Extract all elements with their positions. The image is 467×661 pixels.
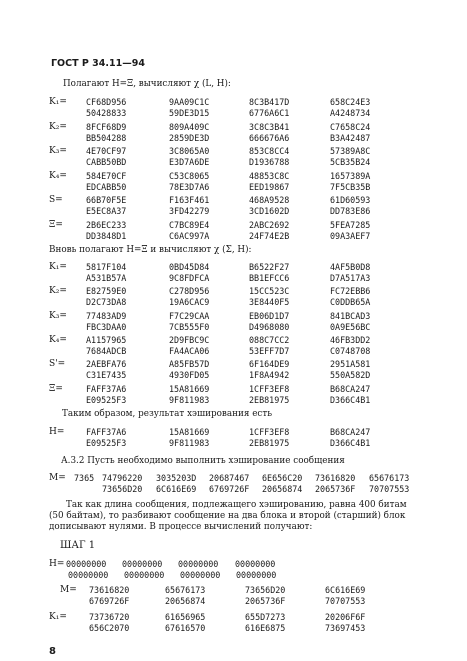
section-title: А.3.2 Пусть необходимо выполнить хэширование сообщения <box>61 456 345 466</box>
hex-value: 5FEA7285 <box>330 219 371 230</box>
key-label: Ξ= <box>49 383 63 394</box>
hex-value: E82759E0 <box>86 286 127 297</box>
hex-value: 61D60593 <box>330 195 371 205</box>
hex-value: 616E6875 <box>245 623 286 633</box>
hex-value: B3A42487 <box>330 132 371 143</box>
hex-value: F7C29CAA <box>169 310 210 321</box>
hex-value: 77483AD9 <box>86 310 127 321</box>
section-intro: Вновь полагают H=Ξ и вычисляют χ (Σ, H): <box>49 245 252 255</box>
hex-value: E09525F3 <box>86 438 127 448</box>
key-label: K₁= <box>49 97 67 107</box>
hex-value: 73616820 <box>89 585 130 595</box>
hex-value: 6C616E69 <box>325 585 366 595</box>
hex-value: BB504288 <box>86 132 127 143</box>
hex-value: 0A9E56BC <box>330 321 371 332</box>
hex-value: 2EB81975 <box>249 394 290 405</box>
hex-value: 3FD42279 <box>169 206 210 216</box>
hex-value: FC72EBB6 <box>330 286 371 297</box>
result-intro: Таким образом, результат хэширования есть <box>62 409 272 419</box>
hex-value: C53C8065 <box>169 170 210 181</box>
hex-value: 19A6CAC9 <box>169 297 210 308</box>
hex-value: 3E8440F5 <box>249 297 290 308</box>
m-label: M= <box>60 585 77 595</box>
hex-value: 2ABC2692 <box>249 219 290 230</box>
hex-value: 6E656C20 <box>262 473 303 483</box>
hex-value: 9C8FDFCA <box>169 273 210 283</box>
paragraph-line: Так как длина сообщения, подлежащего хэшированию, равна 400 битам <box>66 500 407 510</box>
hex-value: B6522F27 <box>249 262 290 272</box>
hex-value: 655D7273 <box>245 612 286 622</box>
page-header: ГОСТ Р 34.11—94 <box>51 58 145 69</box>
hex-value: EB06D1D7 <box>249 310 290 321</box>
hex-value: FAFF37A6 <box>86 427 127 437</box>
hex-value: A531B57A <box>86 273 127 283</box>
hex-value: 57389A8C <box>330 146 371 156</box>
hex-value: 3CD1602D <box>249 206 290 216</box>
hex-value: EDCABB50 <box>86 181 127 192</box>
hex-value: 2D9FBC9C <box>169 334 210 345</box>
hex-value: 9F811983 <box>169 394 210 405</box>
hex-value: 00000000 <box>178 559 219 569</box>
key-label: K₂= <box>49 121 67 132</box>
hex-value: 7365 <box>74 473 95 483</box>
message-label: M= <box>49 473 66 483</box>
hex-value: 73656D20 <box>102 484 143 494</box>
hex-value: D366C4B1 <box>330 394 371 405</box>
hex-value: FAFF37A6 <box>86 383 127 394</box>
hex-value: D4968080 <box>249 321 290 332</box>
hex-value: 20656874 <box>165 596 206 606</box>
hex-value: 48853C8C <box>249 170 290 181</box>
hex-value: 853C8CC4 <box>249 146 290 156</box>
hex-value: CF68D956 <box>86 97 127 107</box>
hex-value: 1F8A4942 <box>249 370 290 381</box>
hex-value: 1CFF3EF8 <box>249 383 290 394</box>
hex-value: 73616820 <box>315 473 356 483</box>
hex-value: 74796220 <box>102 473 143 483</box>
hex-value: 73697453 <box>325 623 366 633</box>
hex-value: FBC3DAA0 <box>86 321 127 332</box>
hex-value: EED19867 <box>249 181 290 192</box>
hex-value: 2EB81975 <box>249 438 290 448</box>
hex-value: 550A582D <box>330 370 371 381</box>
hex-value: 00000000 <box>180 570 221 580</box>
hex-value: DD783E86 <box>330 206 371 216</box>
key-label: Ξ= <box>49 219 63 230</box>
key-label: K₃= <box>49 310 67 321</box>
hex-value: 8C3B417D <box>249 97 290 107</box>
hex-value: D2C73DA8 <box>86 297 127 308</box>
hex-value: 20656874 <box>262 484 303 494</box>
hex-value: A85FB57D <box>169 359 210 370</box>
hex-value: 61656965 <box>165 612 206 622</box>
hex-value: 9F811983 <box>169 438 210 448</box>
hex-value: FA4ACA06 <box>169 345 210 356</box>
hex-value: 00000000 <box>236 570 277 580</box>
hex-value: 15A81669 <box>169 383 210 394</box>
hex-value: B68CA247 <box>330 383 371 394</box>
hex-value: 3C8C3B41 <box>249 121 290 132</box>
hex-value: 2065736F <box>315 484 356 494</box>
hex-value: CABB50BD <box>86 157 127 167</box>
hex-value: 6776A6C1 <box>249 108 290 118</box>
hex-value: C278D956 <box>169 286 210 297</box>
hex-value: 00000000 <box>235 559 276 569</box>
hex-value: 20687467 <box>209 473 250 483</box>
hex-value: 59DE3D15 <box>169 108 210 118</box>
hex-value: 5CB35B24 <box>330 157 371 167</box>
hex-value: 67616570 <box>165 623 206 633</box>
hex-value: 15A81669 <box>169 427 210 437</box>
hex-value: D366C4B1 <box>330 438 371 448</box>
hex-value: D1936788 <box>249 157 290 167</box>
hex-value: 15CC523C <box>249 286 290 297</box>
hex-value: E3D7A6DE <box>169 157 210 167</box>
hex-value: 00000000 <box>122 559 163 569</box>
hex-value: A4248734 <box>330 108 371 118</box>
hex-value: 6769726F <box>89 596 130 606</box>
hex-value: 9AA09C1C <box>169 97 210 107</box>
hex-value: C0748708 <box>330 345 371 356</box>
page-number: 8 <box>49 646 56 657</box>
hex-value: 666676A6 <box>249 132 290 143</box>
hex-value: 088C7CC2 <box>249 334 290 345</box>
hex-value: 0BD45D84 <box>169 262 210 272</box>
hex-value: E5EC8A37 <box>86 206 127 216</box>
hex-value: 6769726F <box>209 484 250 494</box>
hex-value: 3C8065A0 <box>169 146 210 156</box>
hex-value: 00000000 <box>68 570 109 580</box>
paragraph-line: (50 байтам), то разбивают сообщение на два блока и второй (старший) блок <box>49 511 406 521</box>
hex-value: 809A409C <box>169 121 210 132</box>
hex-value: 1CFF3EF8 <box>249 427 290 437</box>
hex-value: 24F74E2B <box>249 230 290 241</box>
hex-value: 4E70CF97 <box>86 146 127 156</box>
hex-value: 841BCAD3 <box>330 310 371 321</box>
hex-value: B68CA247 <box>330 427 371 437</box>
hex-value: 73656D20 <box>245 585 286 595</box>
hex-value: C7658C24 <box>330 121 371 132</box>
hex-value: 468A9528 <box>249 195 290 205</box>
hex-value: C0DDB65A <box>330 297 371 308</box>
hex-value: 66B70F5E <box>86 195 127 205</box>
hex-value: 2B6EC233 <box>86 219 127 230</box>
hex-value: 65676173 <box>369 473 410 483</box>
key-label: K₄= <box>49 170 67 181</box>
paragraph-line: дописывают нулями. В процессе вычислений получают: <box>49 522 313 532</box>
hex-value: 73736720 <box>89 612 130 622</box>
hex-value: 2065736F <box>245 596 286 606</box>
hex-value: 78E3D7A6 <box>169 181 210 192</box>
hex-value: 3035203D <box>156 473 197 483</box>
hex-value: 70707553 <box>325 596 366 606</box>
hex-value: 658C24E3 <box>330 97 371 107</box>
hex-value: 7684ADCB <box>86 345 127 356</box>
hex-value: 1657389A <box>330 170 371 181</box>
hex-value: 53EFF7D7 <box>249 345 290 356</box>
h-label: H= <box>49 559 65 569</box>
hex-value: 6C616E69 <box>156 484 197 494</box>
hex-value: E09525F3 <box>86 394 127 405</box>
hex-value: 09A3AEF7 <box>330 230 371 241</box>
hex-value: F163F461 <box>169 195 210 205</box>
step-title: ШАГ 1 <box>60 540 96 551</box>
hex-value: C31E7435 <box>86 370 127 381</box>
hex-value: DD3848D1 <box>86 230 127 241</box>
section-intro: Полагают H=Ξ, вычисляют χ (L, H): <box>63 79 231 89</box>
key-label: S= <box>49 195 63 205</box>
hex-value: 4930FD05 <box>169 370 210 381</box>
hex-value: 70707553 <box>369 484 410 494</box>
hex-value: D7A517A3 <box>330 273 371 283</box>
key-label: K₁= <box>49 262 67 272</box>
hex-value: A1157965 <box>86 334 127 345</box>
hex-value: 8FCF68D9 <box>86 121 127 132</box>
hex-value: 7CB555F0 <box>169 321 210 332</box>
hex-value: 65676173 <box>165 585 206 595</box>
hex-value: C7BC89E4 <box>169 219 210 230</box>
result-label: H= <box>49 427 65 437</box>
k-label: K₁= <box>49 612 67 622</box>
key-label: K₄= <box>49 334 67 345</box>
hex-value: 6F164DE9 <box>249 359 290 370</box>
hex-value: 656C2070 <box>89 623 130 633</box>
hex-value: 2859DE3D <box>169 132 210 143</box>
hex-value: 2AEBFA76 <box>86 359 127 370</box>
hex-value: 46FB3DD2 <box>330 334 371 345</box>
hex-value: 7F5CB35B <box>330 181 371 192</box>
hex-value: 584E70CF <box>86 170 127 181</box>
key-label: K₂= <box>49 286 67 297</box>
hex-value: 00000000 <box>124 570 165 580</box>
key-label: S'= <box>49 359 66 370</box>
hex-value: 50428833 <box>86 108 127 118</box>
hex-value: C6AC997A <box>169 230 210 241</box>
hex-value: 4AF5B0D8 <box>330 262 371 272</box>
hex-value: 20206F6F <box>325 612 366 622</box>
hex-value: 00000000 <box>66 559 107 569</box>
key-label: K₃= <box>49 146 67 156</box>
hex-value: BB1EFCC6 <box>249 273 290 283</box>
hex-value: 2951A581 <box>330 359 371 370</box>
hex-value: 5817F104 <box>86 262 127 272</box>
